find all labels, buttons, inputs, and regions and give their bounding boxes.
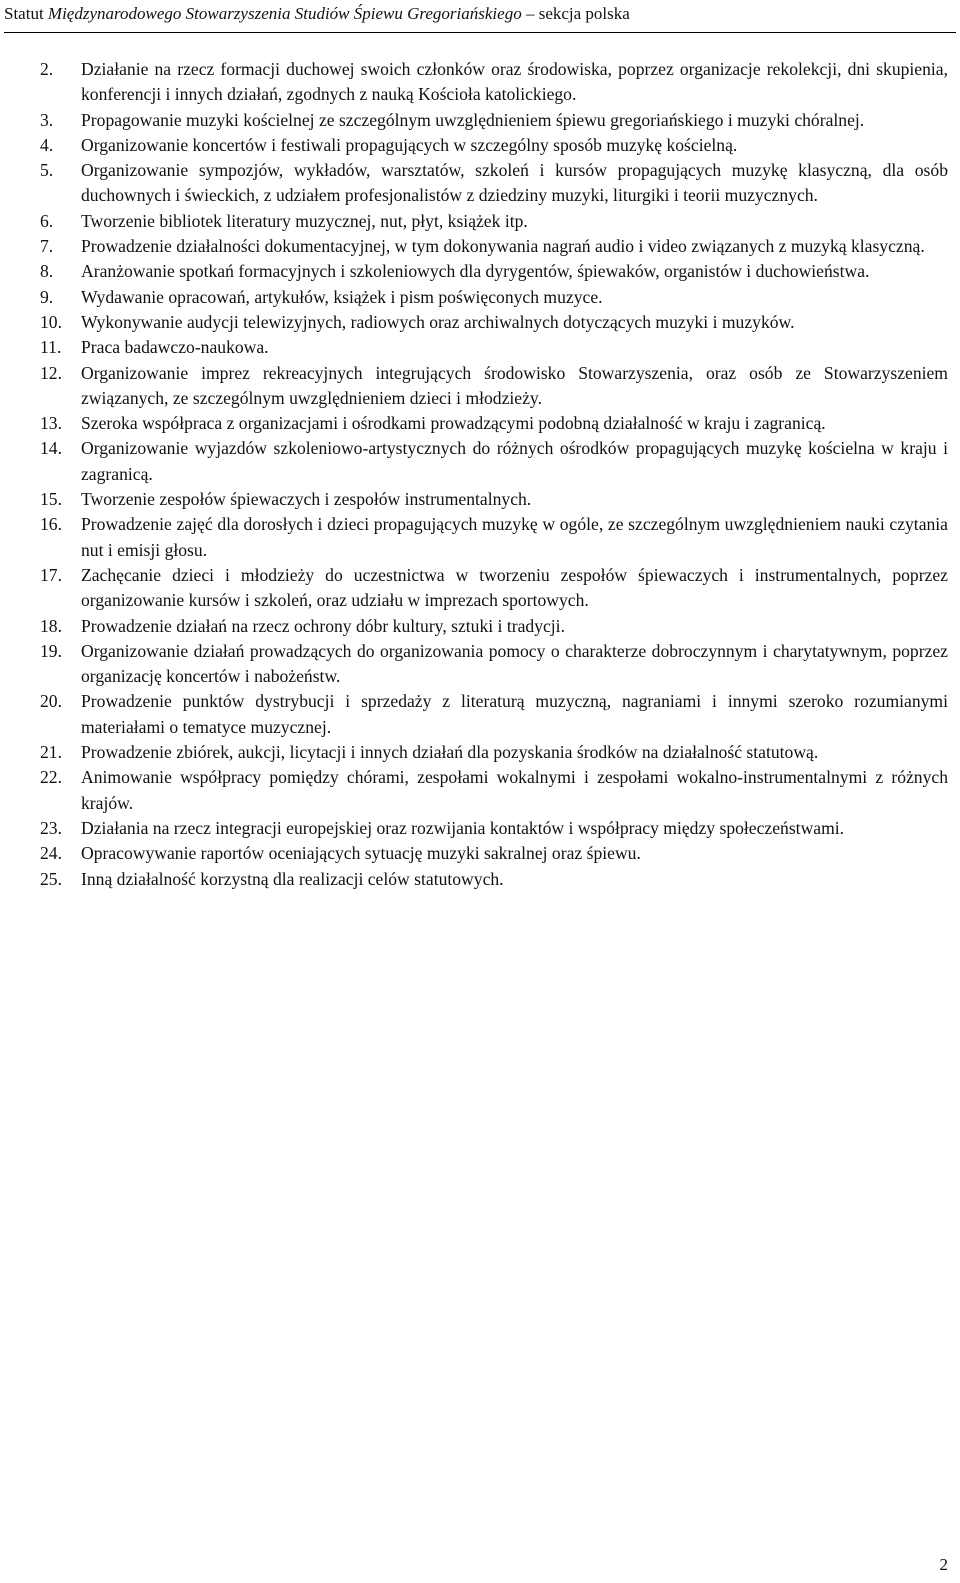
list-item-number: 3. [40,109,54,130]
list-item-text: Prowadzenie punktów dystrybucji i sprzedaży z literaturą muzyczną, nagraniami i innymi szeroko rozumianymi materiałami o tematyce muzycznej. [81,691,948,737]
list-item-text: Organizowanie wyjazdów szkoleniowo-artystycznych do różnych ośrodków propagujących muzykę kościelna w kraju i zagranicą. [81,438,948,484]
list-item-text: Tworzenie zespołów śpiewaczych i zespołów instrumentalnych. [81,489,532,510]
list-item-text: Organizowanie działań prowadzących do organizowania pomocy o charakterze dobroczynnym i charytatywnym, poprzez organizację koncertów i nabożeństw. [81,640,948,687]
list-item-text: Prowadzenie działalności dokumentacyjnej, w tym dokonywania nagrań audio i video związanych z muzyką klasyczną. [81,236,925,257]
list-item-text: Działania na rzecz integracji europejskiej oraz rozwijania kontaktów i współpracy między społeczeństwami. [81,817,845,838]
list-item [40,411,948,436]
list-item [40,285,948,310]
list-item-number: 15. [40,489,62,510]
header-part-3: – sekcja polska [521,4,630,23]
list-item-text: Wykonywanie audycji telewizyjnych, radiowych oraz archiwalnych dotyczących muzyki i muzyków. [81,311,795,332]
list-item-number: 7. [40,236,54,257]
list-item [40,765,948,816]
list-item [40,361,948,412]
list-item [40,108,948,133]
list-item [40,57,948,108]
list-item [40,816,948,841]
list-item [40,133,948,158]
list-item-text: Wydawanie opracowań, artykułów, książek i pism poświęconych muzyce. [81,286,603,307]
list-item [40,689,948,740]
list-item [40,639,948,690]
list-item-number: 19. [40,640,62,661]
list-item [40,259,948,284]
header-rule [4,32,956,33]
list-item [40,740,948,765]
page-number: 2 [939,1555,948,1574]
list-item-number: 9. [40,286,54,307]
list-item-number: 10. [40,311,62,332]
list-item-number: 11. [40,337,62,358]
list-item-text: Organizowanie imprez rekreacyjnych integrujących środowisko Stowarzyszenia, oraz osób ze Stowarzyszeniem związanych, ze szczególnym uwzględnieniem dzieci i młodzieży. [81,362,948,408]
list-item-number: 13. [40,413,62,434]
statute-goals-list [40,57,948,892]
list-item-number: 23. [40,817,62,838]
list-item [40,335,948,360]
list-item [40,867,948,892]
list-item-text: Prowadzenie zajęć dla dorosłych i dzieci propagujących muzykę w ogóle, ze szczególnym uwzględnieniem nauki czytania nut i emisji głosu. [81,514,948,560]
list-item [40,158,948,209]
list-item [40,841,948,866]
list-item [40,487,948,512]
list-item-number: 5. [40,160,54,181]
list-item [40,310,948,335]
list-item-text: Prowadzenie zbiórek, aukcji, licytacji i innych działań dla pozyskania środków na działalność statutową. [81,742,819,763]
list-item [40,234,948,259]
list-item-text: Propagowanie muzyki kościelnej ze szczególnym uwzględnieniem śpiewu gregoriańskiego i muzyki chóralnej. [81,109,865,130]
list-item-text: Praca badawczo-naukowa. [81,337,269,358]
list-item-number: 6. [40,210,54,231]
list-item [40,563,948,614]
list-item-text: Organizowanie koncertów i festiwali propagujących w szczególny sposób muzykę kościelną. [81,134,738,155]
list-item-number: 22. [40,767,62,788]
list-item-text: Prowadzenie działań na rzecz ochrony dóbr kultury, sztuki i tradycji. [81,615,565,636]
list-item-number: 2. [40,59,54,79]
list-item [40,436,948,487]
list-item-number: 16. [40,514,62,535]
list-item-number: 21. [40,742,62,763]
list-item-text: Animowanie współpracy pomiędzy chórami, zespołami wokalnymi i zespołami wokalno-instrumentalnymi z różnych krajów. [81,767,948,813]
list-item-number: 12. [40,362,62,383]
list-item-text: Opracowywanie raportów oceniających sytuację muzyki sakralnej oraz śpiewu. [81,843,641,864]
list-item-text: Aranżowanie spotkań formacyjnych i szkoleniowych dla dyrygentów, śpiewaków, organistów i duchowieństwa. [81,261,870,282]
list-item-number: 20. [40,691,62,712]
list-item [40,614,948,639]
list-item-number: 17. [40,564,62,585]
list-item-text: Tworzenie bibliotek literatury muzycznej, nut, płyt, książek itp. [81,210,528,231]
list-item-number: 24. [40,843,62,864]
list-item-number: 8. [40,261,54,282]
running-header [4,4,956,24]
list-item-text: Inną działalność korzystną dla realizacji celów statutowych. [81,868,504,889]
list-item-text: Szeroka współpraca z organizacjami i ośrodkami prowadzącymi podobną działalność w kraju i zagranicą. [81,413,826,434]
list-item-number: 25. [40,868,62,889]
header-part-1: Statut [4,4,48,23]
list-item-number: 18. [40,615,62,636]
list-item [40,209,948,234]
list-item-text: Zachęcanie dzieci i młodzieży do uczestnictwa w tworzeniu zespołów śpiewaczych i instrumentalnych, poprzez organizowanie kursów i szkoleń, oraz udziału w imprezach sportowych. [81,564,948,611]
list-item-text: Organizowanie sympozjów, wykładów, warsztatów, szkoleń i kursów propagujących muzykę klasyczną, dla osób duchownych i świeckich, z udziałem profesjonalistów z dziedziny muzyki, liturgiki i teorii muzycznych. [81,160,948,206]
list-item-text: Działanie na rzecz formacji duchowej swoich członków oraz środowiska, poprzez organizacje rekolekcji, dni skupienia, konferencji i innych działań, zgodnych z nauką Kościoła katolickiego. [81,59,948,105]
list-item-number: 4. [40,134,54,155]
list-item [40,512,948,563]
header-part-2: Międzynarodowego Stowarzyszenia Studiów Śpiewu Gregoriańskiego [47,4,522,23]
list-item-number: 14. [40,438,62,459]
